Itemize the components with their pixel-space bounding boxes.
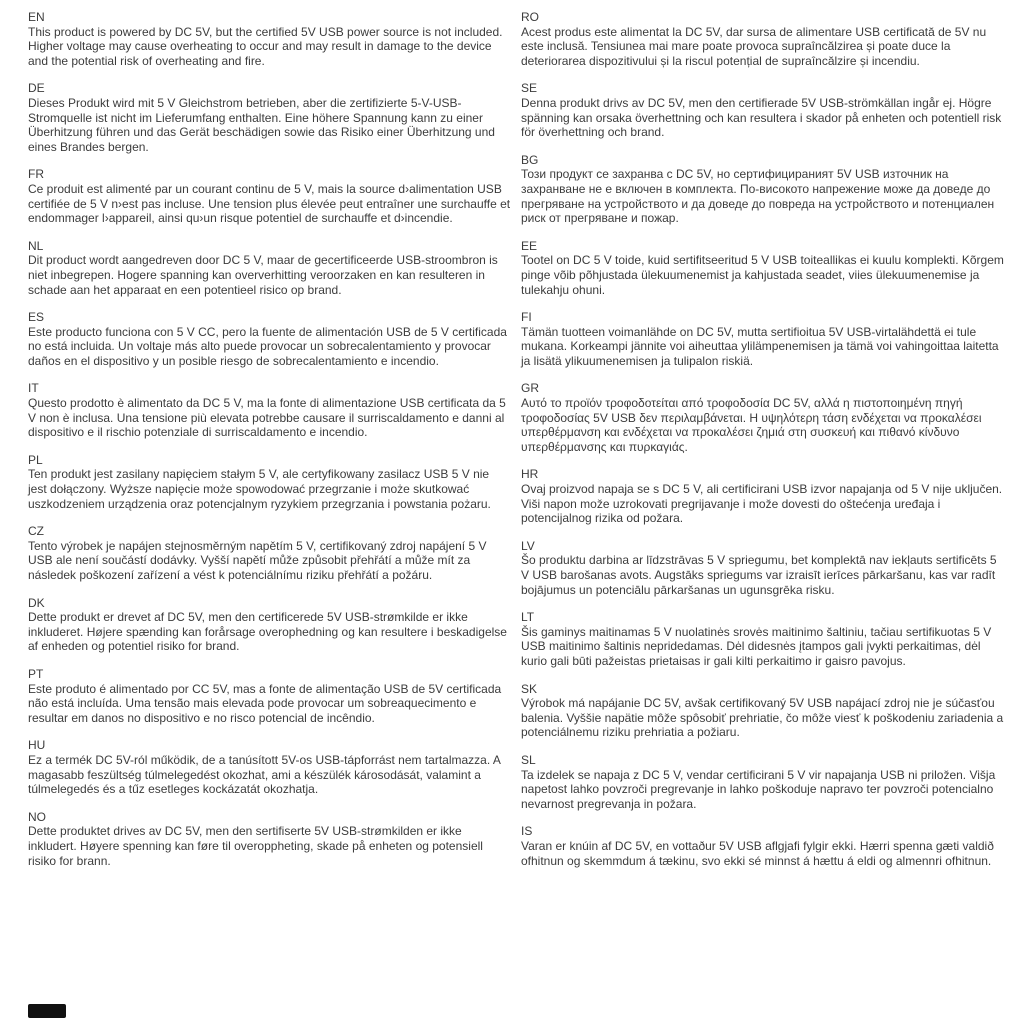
warning-text: Ten produkt jest zasilany napięciem stałym 5 V, ale certyfikowany zasilacz USB 5 V nie jest dołączony. Wyższe napięcie może spowodować przegrzanie i może skutkować uszkodzeniem urządzenia oraz potencjalnym ryzykiem przegrzania i powstania pożaru. bbox=[28, 467, 491, 511]
lang-block-se bbox=[521, 81, 1004, 139]
warning-text: Tämän tuotteen voimanlähde on DC 5V, mutta sertifioitua 5V USB-virtalähdettä ei tule mukana. Korkeampi jännite voi aiheuttaa ylilämpenemisen ja tämä voi vahingoittaa laitetta ja lisätä ylikuumenemisen ja tulipalon riskiä. bbox=[521, 324, 999, 368]
warning-text: Този продукт се захранва с DC 5V, но сертифицираният 5V USB източник на захранване не е включен в комплекта. По-високото напрежение може да доведе до прегряване на устройството и да доведе до повреда на устройството и потенциален риск от прегряване и пожар. bbox=[521, 167, 995, 226]
language-code: RO bbox=[521, 10, 539, 24]
language-code: GR bbox=[521, 381, 539, 396]
lang-block-no bbox=[28, 810, 511, 868]
lang-block-es bbox=[28, 310, 511, 368]
warning-text: Dieses Produkt wird mit 5 V Gleichstrom betrieben, aber die zertifizierte 5-V-USB-Stromquelle ist nicht im Lieferumfang enthalten. Eine höhere Spannung kann zu einer Überhitzung führen und das Gerät beschädigen sowie das Risiko einer Überhitzung und eines Brandes bergen. bbox=[28, 95, 495, 154]
warning-text: Varan er knúin af DC 5V, en vottaður 5V USB aflgjafi fylgir ekki. Hærri spenna gæti valdið ofhitnun og skemmdum á tækinu, svo ekki sé minnst á hættu á eldi og almennri ofhitnun. bbox=[521, 838, 994, 868]
warning-text: Questo prodotto è alimentato da DC 5 V, ma la fonte di alimentazione USB certificata da 5 V non è inclusa. Una tensione più elevata potrebbe causare il surriscaldamento e danni al dispositivo e il rischio potenziale di surriscaldamento e incendio. bbox=[28, 396, 506, 440]
language-code: FR bbox=[28, 167, 44, 182]
language-code: EE bbox=[521, 238, 538, 253]
language-code: NL bbox=[28, 238, 44, 253]
warning-text: Este producto funciona con 5 V CC, pero la fuente de alimentación USB de 5 V certificada no está incluida. Un voltaje más alto puede provocar un sobrecalentamiento y provocar daños en el dispositivo y un posible riesgo de sobrecalentamiento e incendio. bbox=[28, 324, 507, 368]
language-code: ES bbox=[28, 310, 45, 325]
warning-text: Αυτό το προϊόν τροφοδοτείται από τροφοδοσία DC 5V, αλλά η πιστοποιημένη πηγή τροφοδοσίας 5V USB δεν περιλαμβάνεται. Η υψηλότερη τάση ενδέχεται να προκαλέσει υπερθέρμανση και ενδέχεται να προκαλέσει ζημιά στη συσκευή και πιθανό κίνδυνο υπερθέρμανσης και πυρκαγιάς. bbox=[521, 396, 982, 454]
warning-text: Tootel on DC 5 V toide, kuid sertifitseeritud 5 V USB toiteallikas ei kuulu komplekti. Kõrgem pinge võib põhjustada ülekuumenemist ja kahjustada seadet, viies ülekuumenemise ja tulekahju ohuni. bbox=[521, 253, 1004, 297]
warning-text: Dette produkt er drevet af DC 5V, men den certificerede 5V USB-strømkilde er ikke inkluderet. Højere spænding kan forårsage overophedning og kan resultere i beskadigelse af enheden og potentiel risiko for brand. bbox=[28, 610, 507, 654]
warning-text: Šo produktu darbina ar līdzstrāvas 5 V spriegumu, bet komplektā nav iekļauts sertificēts 5 V USB barošanas avots. Augstāks spriegums var izraisīt ierīces pārkaršanu, kas var radīt bojājumus un potenciālu pārkaršanas un ugunsgrēka risku. bbox=[521, 553, 997, 597]
two-column-layout bbox=[28, 10, 1004, 881]
language-code: BG bbox=[521, 152, 539, 167]
lang-block-dk bbox=[28, 596, 511, 654]
language-code: CZ bbox=[28, 524, 44, 539]
lang-block-lt bbox=[521, 610, 1004, 668]
language-code: DK bbox=[28, 595, 45, 610]
right-column bbox=[521, 10, 1004, 881]
warning-text: Dette produktet drives av DC 5V, men den sertifiserte 5V USB-strømkilden er ikke inkludert. Høyere spenning kan føre til overoppheting, skade på enheten og potensiell risiko for brann. bbox=[28, 824, 483, 868]
language-code: PL bbox=[28, 452, 43, 467]
lang-block-lv bbox=[521, 539, 1004, 597]
left-column bbox=[28, 10, 511, 881]
language-code: IT bbox=[28, 381, 39, 396]
warning-text: This product is powered by DC 5V, but the certified 5V USB power source is not included. Higher voltage may cause overheating to occur and may result in damage to the device and the potential risk of overheating and fire. bbox=[28, 24, 503, 68]
page-corner-mark bbox=[28, 1004, 66, 1018]
lang-block-is bbox=[521, 824, 1004, 868]
warning-text: Výrobok má napájanie DC 5V, avšak certifikovaný 5V USB napájací zdroj nie je súčasťou balenia. Vyššie napätie môže spôsobiť prehriatie, čo môže viesť k poškodeniu zariadenia a potenciálnemu riziku prehriatia a požiaru. bbox=[521, 696, 1004, 740]
warning-text: Šis gaminys maitinamas 5 V nuolatinės srovės maitinimo šaltiniu, tačiau sertifikuotas 5 V USB maitinimo šaltinis nepridedamas. Dėl didesnės įtampos gali įvykti perkaitimas, dėl kurio gali būti pažeistas prietaisas ir gali kilti perkaitimo ir gaisro pavojus. bbox=[521, 624, 992, 668]
language-code: LT bbox=[521, 610, 535, 625]
language-code: EN bbox=[28, 10, 45, 24]
language-code: SK bbox=[521, 681, 538, 696]
warning-text: Ovaj proizvod napaja se s DC 5 V, ali certificirani USB izvor napajanja od 5 V nije uključen. Viši napon može uzrokovati pregrijavanje i može dovesti do oštećenja uređaja i potencijalnog rizika od požara. bbox=[521, 482, 1003, 526]
language-code: SL bbox=[521, 752, 536, 767]
language-code: LV bbox=[521, 538, 535, 553]
lang-block-pl bbox=[28, 453, 511, 511]
lang-block-nl bbox=[28, 239, 511, 297]
lang-block-de bbox=[28, 81, 511, 154]
lang-block-fi bbox=[521, 310, 1004, 368]
language-code: SE bbox=[521, 81, 538, 96]
lang-block-it bbox=[28, 381, 511, 439]
language-code: PT bbox=[28, 666, 44, 681]
language-code: HR bbox=[521, 467, 539, 482]
lang-block-hr bbox=[521, 467, 1004, 525]
warning-text: Ce produit est alimenté par un courant continu de 5 V, mais la source d›alimentation USB certifiée de 5 V n›est pas incluse. Une tension plus élevée peut entraîner une surchauffe et endommager l›appareil, ainsi qu›un risque potentiel de surchauffe et d›incendie. bbox=[28, 181, 511, 226]
lang-block-gr bbox=[521, 381, 1004, 454]
language-code: DE bbox=[28, 81, 45, 96]
language-code: HU bbox=[28, 738, 46, 753]
lang-block-bg bbox=[521, 153, 1004, 226]
warning-text: Dit product wordt aangedreven door DC 5 V, maar de gecertificeerde USB-stroombron is niet inbegrepen. Hogere spanning kan oververhitting veroorzaken en kan resulteren in schade aan het apparaat en een potentieel risico op brand. bbox=[28, 253, 498, 297]
language-code: NO bbox=[28, 809, 46, 824]
lang-block-ee bbox=[521, 239, 1004, 297]
language-code: FI bbox=[521, 310, 532, 325]
warning-text: Ez a termék DC 5V-ról működik, de a tanúsított 5V-os USB-tápforrást nem tartalmazza. A magasabb feszültség túlmelegedést okozhat, ami a készülék károsodását, valamint a túlmelegedés és a tűz esetleges kockázatát okozhatja. bbox=[28, 752, 501, 797]
lang-block-hu bbox=[28, 738, 511, 796]
lang-block-cz bbox=[28, 524, 511, 582]
warning-text: Este produto é alimentado por CC 5V, mas a fonte de alimentação USB de 5V certificada não está incluída. Uma tensão mais elevada pode provocar um sobreaquecimento e resultar em danos no dispositivo e no risco potencial de incêndio. bbox=[28, 681, 502, 725]
warning-text: Acest produs este alimentat la DC 5V, dar sursa de alimentare USB certificată de 5V nu este inclusă. Tensiunea mai mare poate provoca supraîncălzirea și poate duce la deteriorarea dispozitivului și la riscul potențial de supraîncălzire și incendiu. bbox=[521, 24, 987, 68]
lang-block-sl bbox=[521, 753, 1004, 811]
lang-block-ro bbox=[521, 10, 1004, 68]
lang-block-pt bbox=[28, 667, 511, 725]
lang-block-sk bbox=[521, 682, 1004, 740]
warning-text: Tento výrobek je napájen stejnosměrným napětím 5 V, certifikovaný zdroj napájení 5 V USB ale není součástí dodávky. Vyšší napětí může způsobit přehřátí a může mít za následek poškození zařízení a vést k potenciálnímu riziku přehřátí a požáru. bbox=[28, 538, 487, 582]
warning-text: Denna produkt drivs av DC 5V, men den certifierade 5V USB-strömkällan ingår ej. Högre spänning kan orsaka överhettning och kan resultera i skador på enheten och potentiell risk för överhettning och brand. bbox=[521, 95, 1002, 140]
lang-block-en bbox=[28, 10, 511, 68]
lang-block-fr bbox=[28, 167, 511, 225]
warning-text: Ta izdelek se napaja z DC 5 V, vendar certificirani 5 V vir napajanja USB ni priložen. Višja napetost lahko povzroči pregrevanje in lahko poškoduje napravo ter povzroči potencialno nevarnost pregrevanja in požara. bbox=[521, 767, 996, 811]
language-code: IS bbox=[521, 824, 533, 839]
